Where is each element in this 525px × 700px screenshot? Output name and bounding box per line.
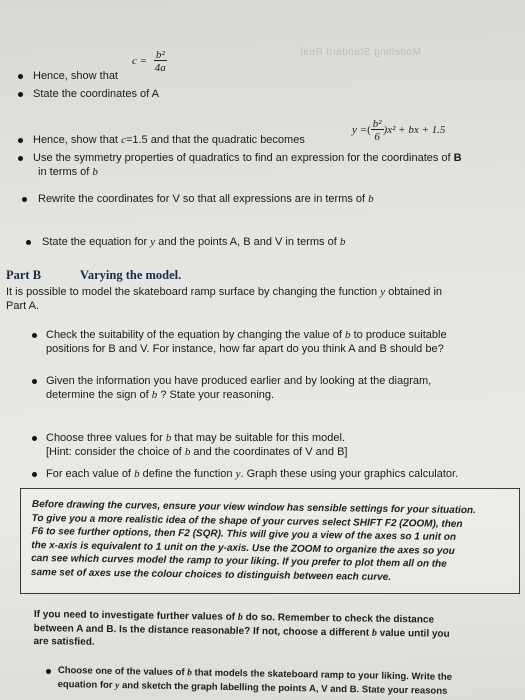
- var-b: b: [92, 166, 98, 178]
- text-span: Use the symmetry properties of quadratics to find an expression for the coordinates of: [33, 152, 451, 164]
- investigate-line3: are satisfied.: [33, 635, 95, 648]
- c-formula-fraction: [154, 50, 167, 73]
- bullet-dot: [32, 379, 37, 384]
- item-define-function: [46, 467, 458, 481]
- item-coords-a: State the coordinates of A: [33, 88, 159, 100]
- bullet-dot: [18, 138, 23, 143]
- text-span: State the equation for: [42, 236, 148, 248]
- quadratic-formula: [352, 119, 445, 142]
- text-span: Hence, show that: [33, 134, 118, 146]
- item-given-info: Given the information you have produced earlier and by looking at the diagram,: [46, 375, 432, 387]
- quad-fraction: [371, 119, 384, 142]
- quad-numerator: b²: [372, 118, 382, 130]
- bullet-dot: [18, 92, 23, 97]
- text-span: It is possible to model the skateboard ramp surface by changing the function: [6, 286, 378, 298]
- var-y: y: [115, 681, 120, 692]
- text-span: =1.5 and that the quadratic becomes: [125, 134, 305, 146]
- item-show-c: Hence, show that: [33, 70, 118, 82]
- calculator-instructions-text: [31, 498, 512, 586]
- item-rewrite-v: [38, 192, 374, 206]
- c-formula-numerator: b²: [155, 49, 165, 61]
- item-state-equation: [42, 235, 345, 249]
- text-span: that models the skateboard ramp to your liking. Write the: [194, 667, 453, 683]
- var-b: b: [184, 446, 191, 458]
- box-line: the x-axis is equivalent to 1 unit on the y-axis. Use the ZOOM to organize the axes so you: [31, 539, 455, 557]
- bullet-dot: [18, 74, 23, 79]
- item-choose-three-hint: [46, 445, 347, 459]
- var-y: y: [150, 236, 156, 248]
- text-span: between A and B. Is the distance reasonable? If not, choose a different: [33, 622, 370, 639]
- part-b-intro: [6, 285, 442, 299]
- var-b: b: [345, 329, 351, 341]
- text-span: that may be suitable for this model.: [174, 432, 346, 444]
- text-span: and sketch the graph labelling the points A, V and B. State your reasons: [121, 680, 448, 697]
- text-span: Choose three values for: [46, 432, 163, 444]
- item-choose-three: [46, 431, 345, 445]
- item-show-c15: [33, 133, 305, 147]
- quad-denominator: 6: [374, 131, 380, 143]
- bullet-dot: [32, 472, 37, 477]
- var-b: b: [134, 468, 140, 480]
- text-span: value until you: [379, 627, 450, 640]
- text-span: . Graph these using your graphics calculator.: [240, 468, 459, 480]
- text-span: determine the sign of: [46, 389, 149, 401]
- var-b: b: [368, 193, 374, 205]
- box-line: To give you a more realistic idea of the shape of your curves select SHIFT F2 (ZOOM), then: [31, 512, 463, 530]
- var-b: b: [339, 236, 346, 248]
- box-line: same set of axes use the colour choices to distinguish between each curve.: [30, 566, 392, 583]
- text-span: do so. Remember to check the distance: [245, 611, 435, 626]
- text-span: ? State your reasoning.: [160, 389, 275, 401]
- c-formula: [132, 50, 167, 73]
- var-y: y: [235, 468, 241, 480]
- item-symmetry: [33, 151, 462, 165]
- var-b: b: [151, 389, 158, 401]
- var-y: y: [380, 286, 386, 298]
- part-b-label: Part B: [6, 268, 42, 282]
- text-span: Choose one of the values of: [57, 664, 185, 679]
- text-span: equation for: [57, 678, 113, 691]
- bleed-through-text: Modelling Standard Real: [300, 47, 422, 58]
- part-b-intro-line2: Part A.: [6, 300, 40, 312]
- bullet-dot: [18, 156, 23, 161]
- item-given-info-line2: [46, 388, 274, 402]
- part-b-title: Varying the model.: [80, 268, 182, 282]
- bullet-dot: [46, 669, 51, 674]
- item-check-suitability: [46, 328, 447, 342]
- var-c: c: [121, 134, 126, 146]
- item-symmetry-line2: [38, 165, 98, 179]
- bullet-dot: [32, 333, 37, 338]
- var-b: b: [237, 611, 243, 623]
- bullet-dot: [22, 197, 27, 202]
- text-span: define the function: [142, 468, 233, 480]
- text-span: obtained in: [388, 286, 443, 298]
- text-span: to produce suitable: [353, 329, 447, 341]
- quad-rest: )x² + bx + 1.5: [383, 124, 446, 137]
- c-formula-lhs: c =: [132, 55, 148, 68]
- text-span: in terms of: [38, 166, 90, 178]
- quad-y: y =: [352, 124, 368, 137]
- text-span: Check the suitability of the equation by changing the value of: [46, 329, 342, 341]
- c-formula-denominator: 4a: [154, 62, 166, 74]
- var-b: b: [371, 627, 377, 639]
- investigate-further: [33, 608, 450, 654]
- item-check-suitability-line2: positions for B and V. For instance, how far apart do you think A and B should be?: [46, 343, 444, 355]
- box-line: F6 to see further options, then F2 (SQR). This will give you a view of the axes so 1 unit on: [31, 525, 457, 543]
- var-b: b: [187, 668, 193, 679]
- point-b: B: [453, 152, 462, 164]
- box-line: can see which curves model the ramp to your liking. If you prefer to plot them all on the: [31, 552, 447, 570]
- box-line: Before drawing the curves, ensure your view window has sensible settings for your situation.: [31, 498, 476, 517]
- quad-open-paren: (: [367, 124, 371, 137]
- text-span: If you need to investigate further values of: [33, 608, 236, 623]
- text-span: Rewrite the coordinates for V so that all expressions are in terms of: [38, 193, 366, 205]
- item-choose-one: [58, 664, 453, 699]
- bullet-dot: [26, 240, 31, 245]
- text-span: [Hint: consider the choice of: [46, 446, 182, 458]
- text-span: and the coordinates of V and B]: [193, 446, 348, 458]
- bullet-dot: [32, 436, 37, 441]
- var-b: b: [165, 432, 172, 444]
- text-span: For each value of: [46, 468, 131, 480]
- text-span: and the points A, B and V in terms of: [158, 236, 337, 248]
